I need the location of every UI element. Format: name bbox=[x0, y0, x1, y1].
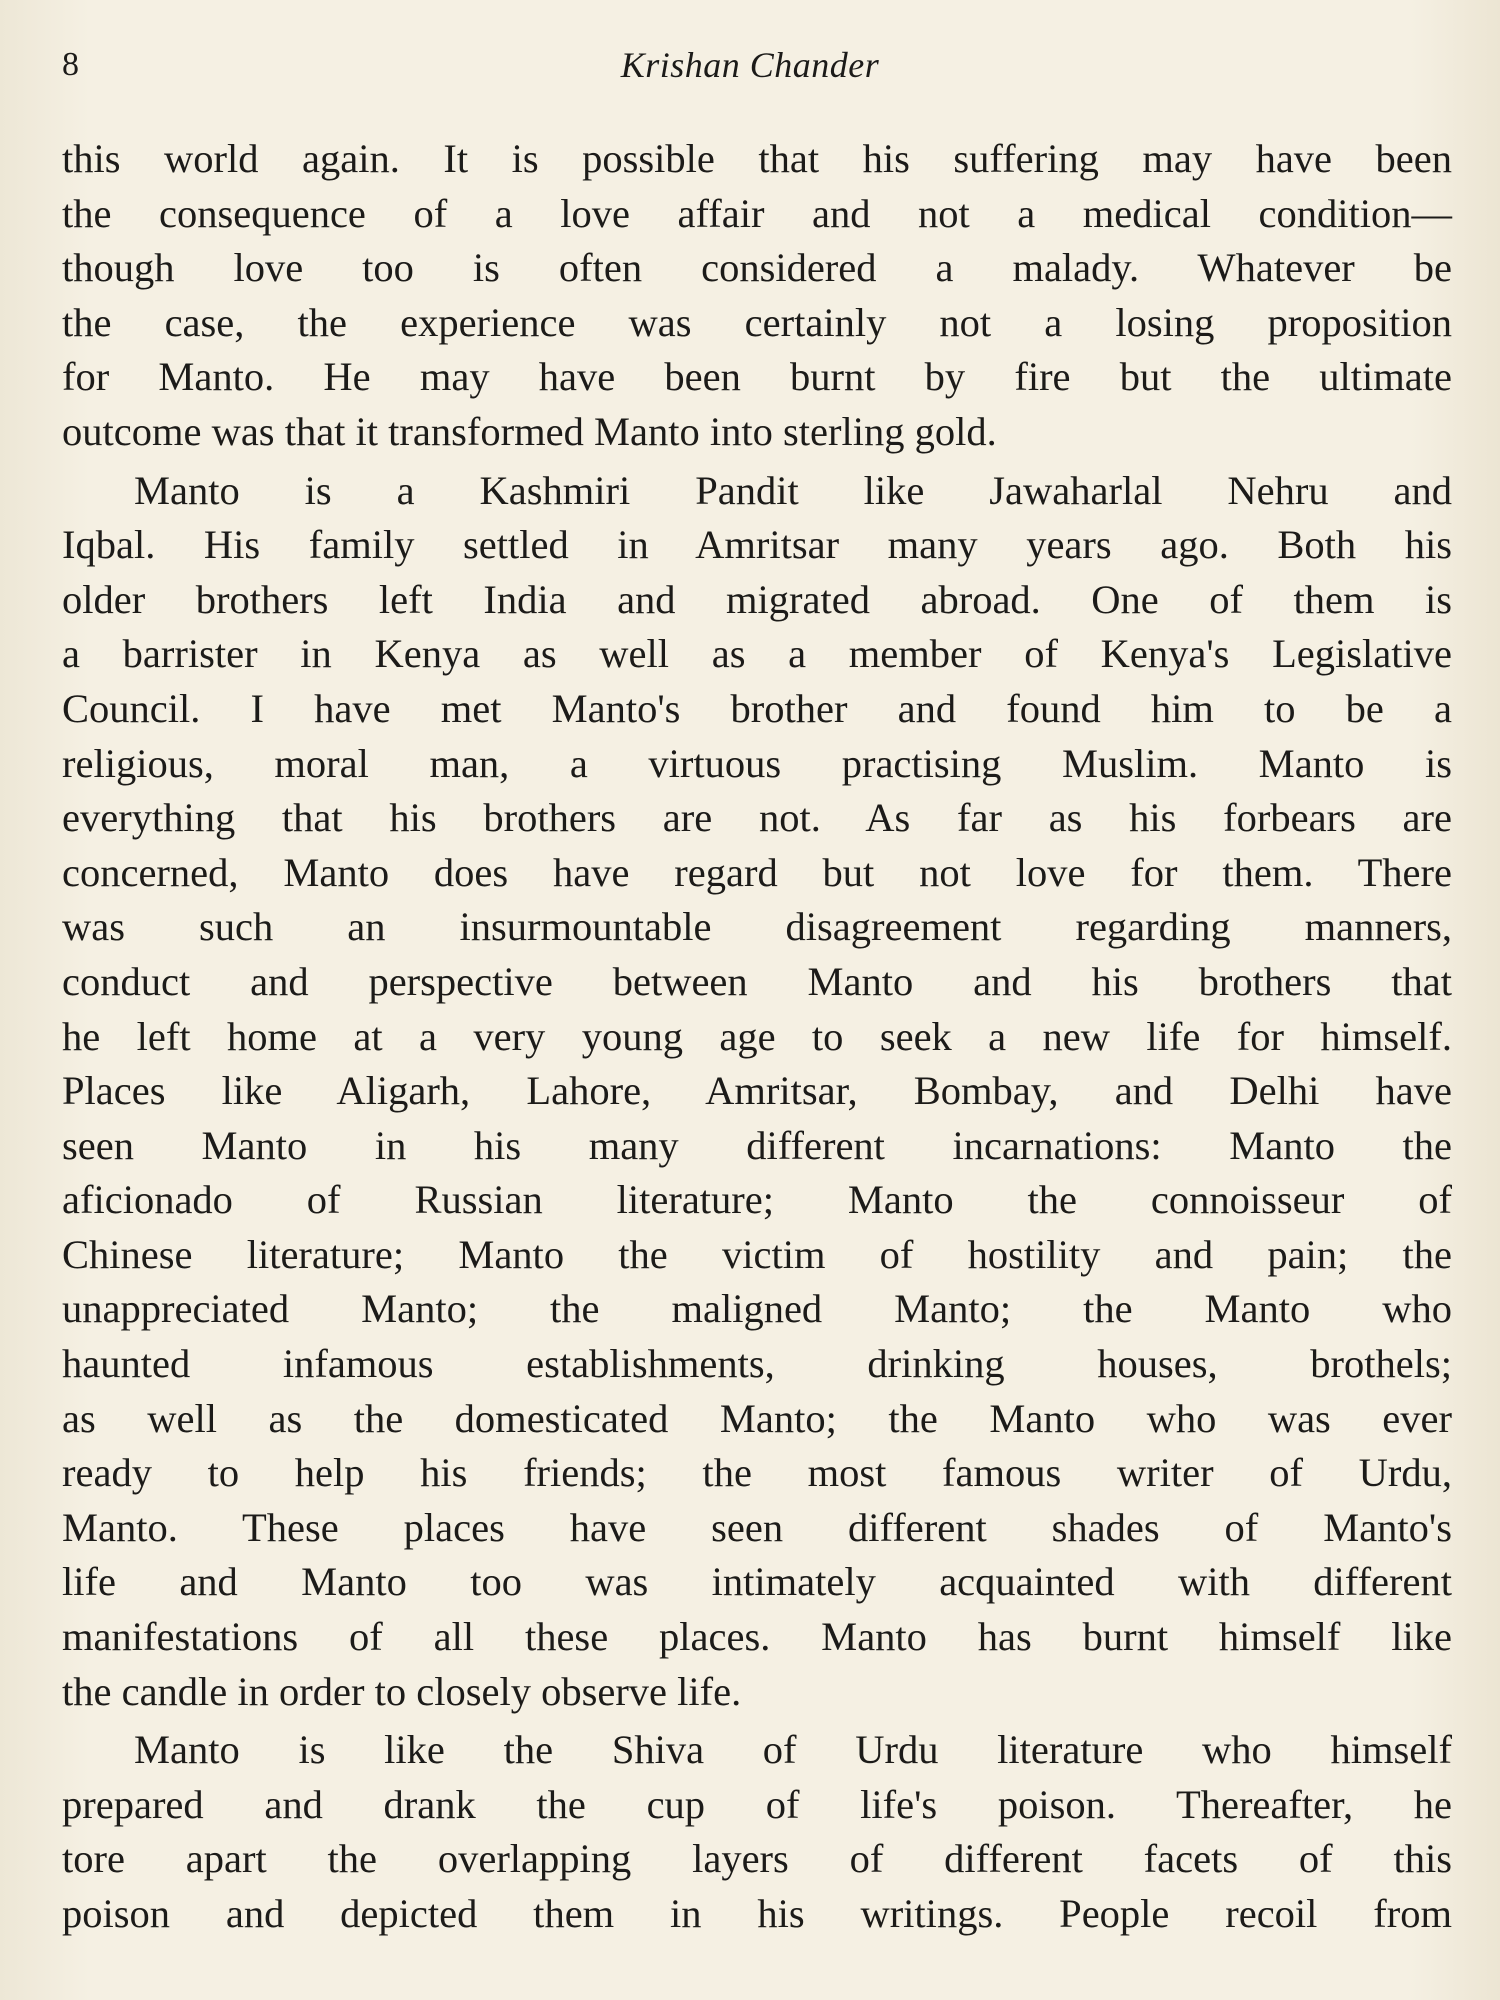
text-line: poison and depicted them in his writings. People recoil from bbox=[62, 1891, 1452, 1936]
text-line: prepared and drank the cup of life's poison. Thereafter, he bbox=[62, 1781, 1452, 1827]
text-line: manifestations of all these places. Manto has burnt himself like bbox=[62, 1614, 1452, 1660]
text-line: older brothers left India and migrated abroad. One of them is bbox=[62, 576, 1452, 622]
text-line: aficionado of Russian literature; Manto the connoisseur of bbox=[62, 1177, 1452, 1223]
page-number: 8 bbox=[62, 46, 79, 83]
text-line: outcome was that it transformed Manto into sterling gold. bbox=[62, 408, 997, 454]
page-header bbox=[62, 42, 1438, 92]
text-line: Council. I have met Manto's brother and found him to be a bbox=[62, 685, 1452, 731]
text-line: the candle in order to closely observe life. bbox=[62, 1668, 742, 1714]
text-line: unappreciated Manto; the maligned Manto; the Manto who bbox=[62, 1286, 1452, 1332]
text-line: concerned, Manto does have regard but not love for them. There bbox=[62, 849, 1452, 895]
text-line: for Manto. He may have been burnt by fire but the ultimate bbox=[62, 354, 1452, 400]
text-line: was such an insurmountable disagreement regarding manners, bbox=[62, 904, 1452, 950]
text-line: conduct and perspective between Manto and his brothers that bbox=[62, 958, 1452, 1004]
text-line: this world again. It is possible that his suffering may have been bbox=[62, 136, 1452, 181]
text-line: haunted infamous establishments, drinking houses, brothels; bbox=[62, 1341, 1452, 1387]
text-line: tore apart the overlapping layers of different facets of this bbox=[62, 1836, 1452, 1882]
text-line: though love too is often considered a malady. Whatever be bbox=[62, 245, 1452, 291]
text-line: the case, the experience was certainly not a losing proposition bbox=[62, 299, 1452, 345]
paragraph-1 bbox=[62, 132, 1452, 460]
text-line: Manto is a Kashmiri Pandit like Jawaharlal Nehru and bbox=[134, 467, 1452, 513]
running-head: Krishan Chander bbox=[620, 45, 880, 85]
body-text bbox=[62, 132, 1452, 1942]
text-line: seen Manto in his many different incarnations: Manto the bbox=[62, 1122, 1452, 1168]
text-line: the consequence of a love affair and not a medical condition— bbox=[62, 190, 1452, 236]
text-line: as well as the domesticated Manto; the Manto who was ever bbox=[62, 1395, 1452, 1441]
text-line: Places like Aligarh, Lahore, Amritsar, Bombay, and Delhi have bbox=[62, 1068, 1452, 1114]
text-line: Manto. These places have seen different shades of Manto's bbox=[62, 1504, 1452, 1550]
text-line: ready to help his friends; the most famous writer of Urdu, bbox=[62, 1450, 1452, 1496]
text-line: Iqbal. His family settled in Amritsar many years ago. Both his bbox=[62, 522, 1452, 568]
paragraph-3 bbox=[62, 1723, 1452, 1941]
text-line: he left home at a very young age to seek a new life for himself. bbox=[62, 1013, 1452, 1059]
text-line: a barrister in Kenya as well as a member of Kenya's Legislative bbox=[62, 631, 1452, 677]
text-line: Chinese literature; Manto the victim of hostility and pain; the bbox=[62, 1231, 1452, 1277]
text-line: religious, moral man, a virtuous practising Muslim. Manto is bbox=[62, 740, 1452, 786]
text-line: Manto is like the Shiva of Urdu literature who himself bbox=[134, 1727, 1452, 1773]
text-line: everything that his brothers are not. As far as his forbears are bbox=[62, 795, 1452, 841]
text-line: life and Manto too was intimately acquainted with different bbox=[62, 1559, 1452, 1605]
paragraph-2 bbox=[62, 464, 1452, 1720]
